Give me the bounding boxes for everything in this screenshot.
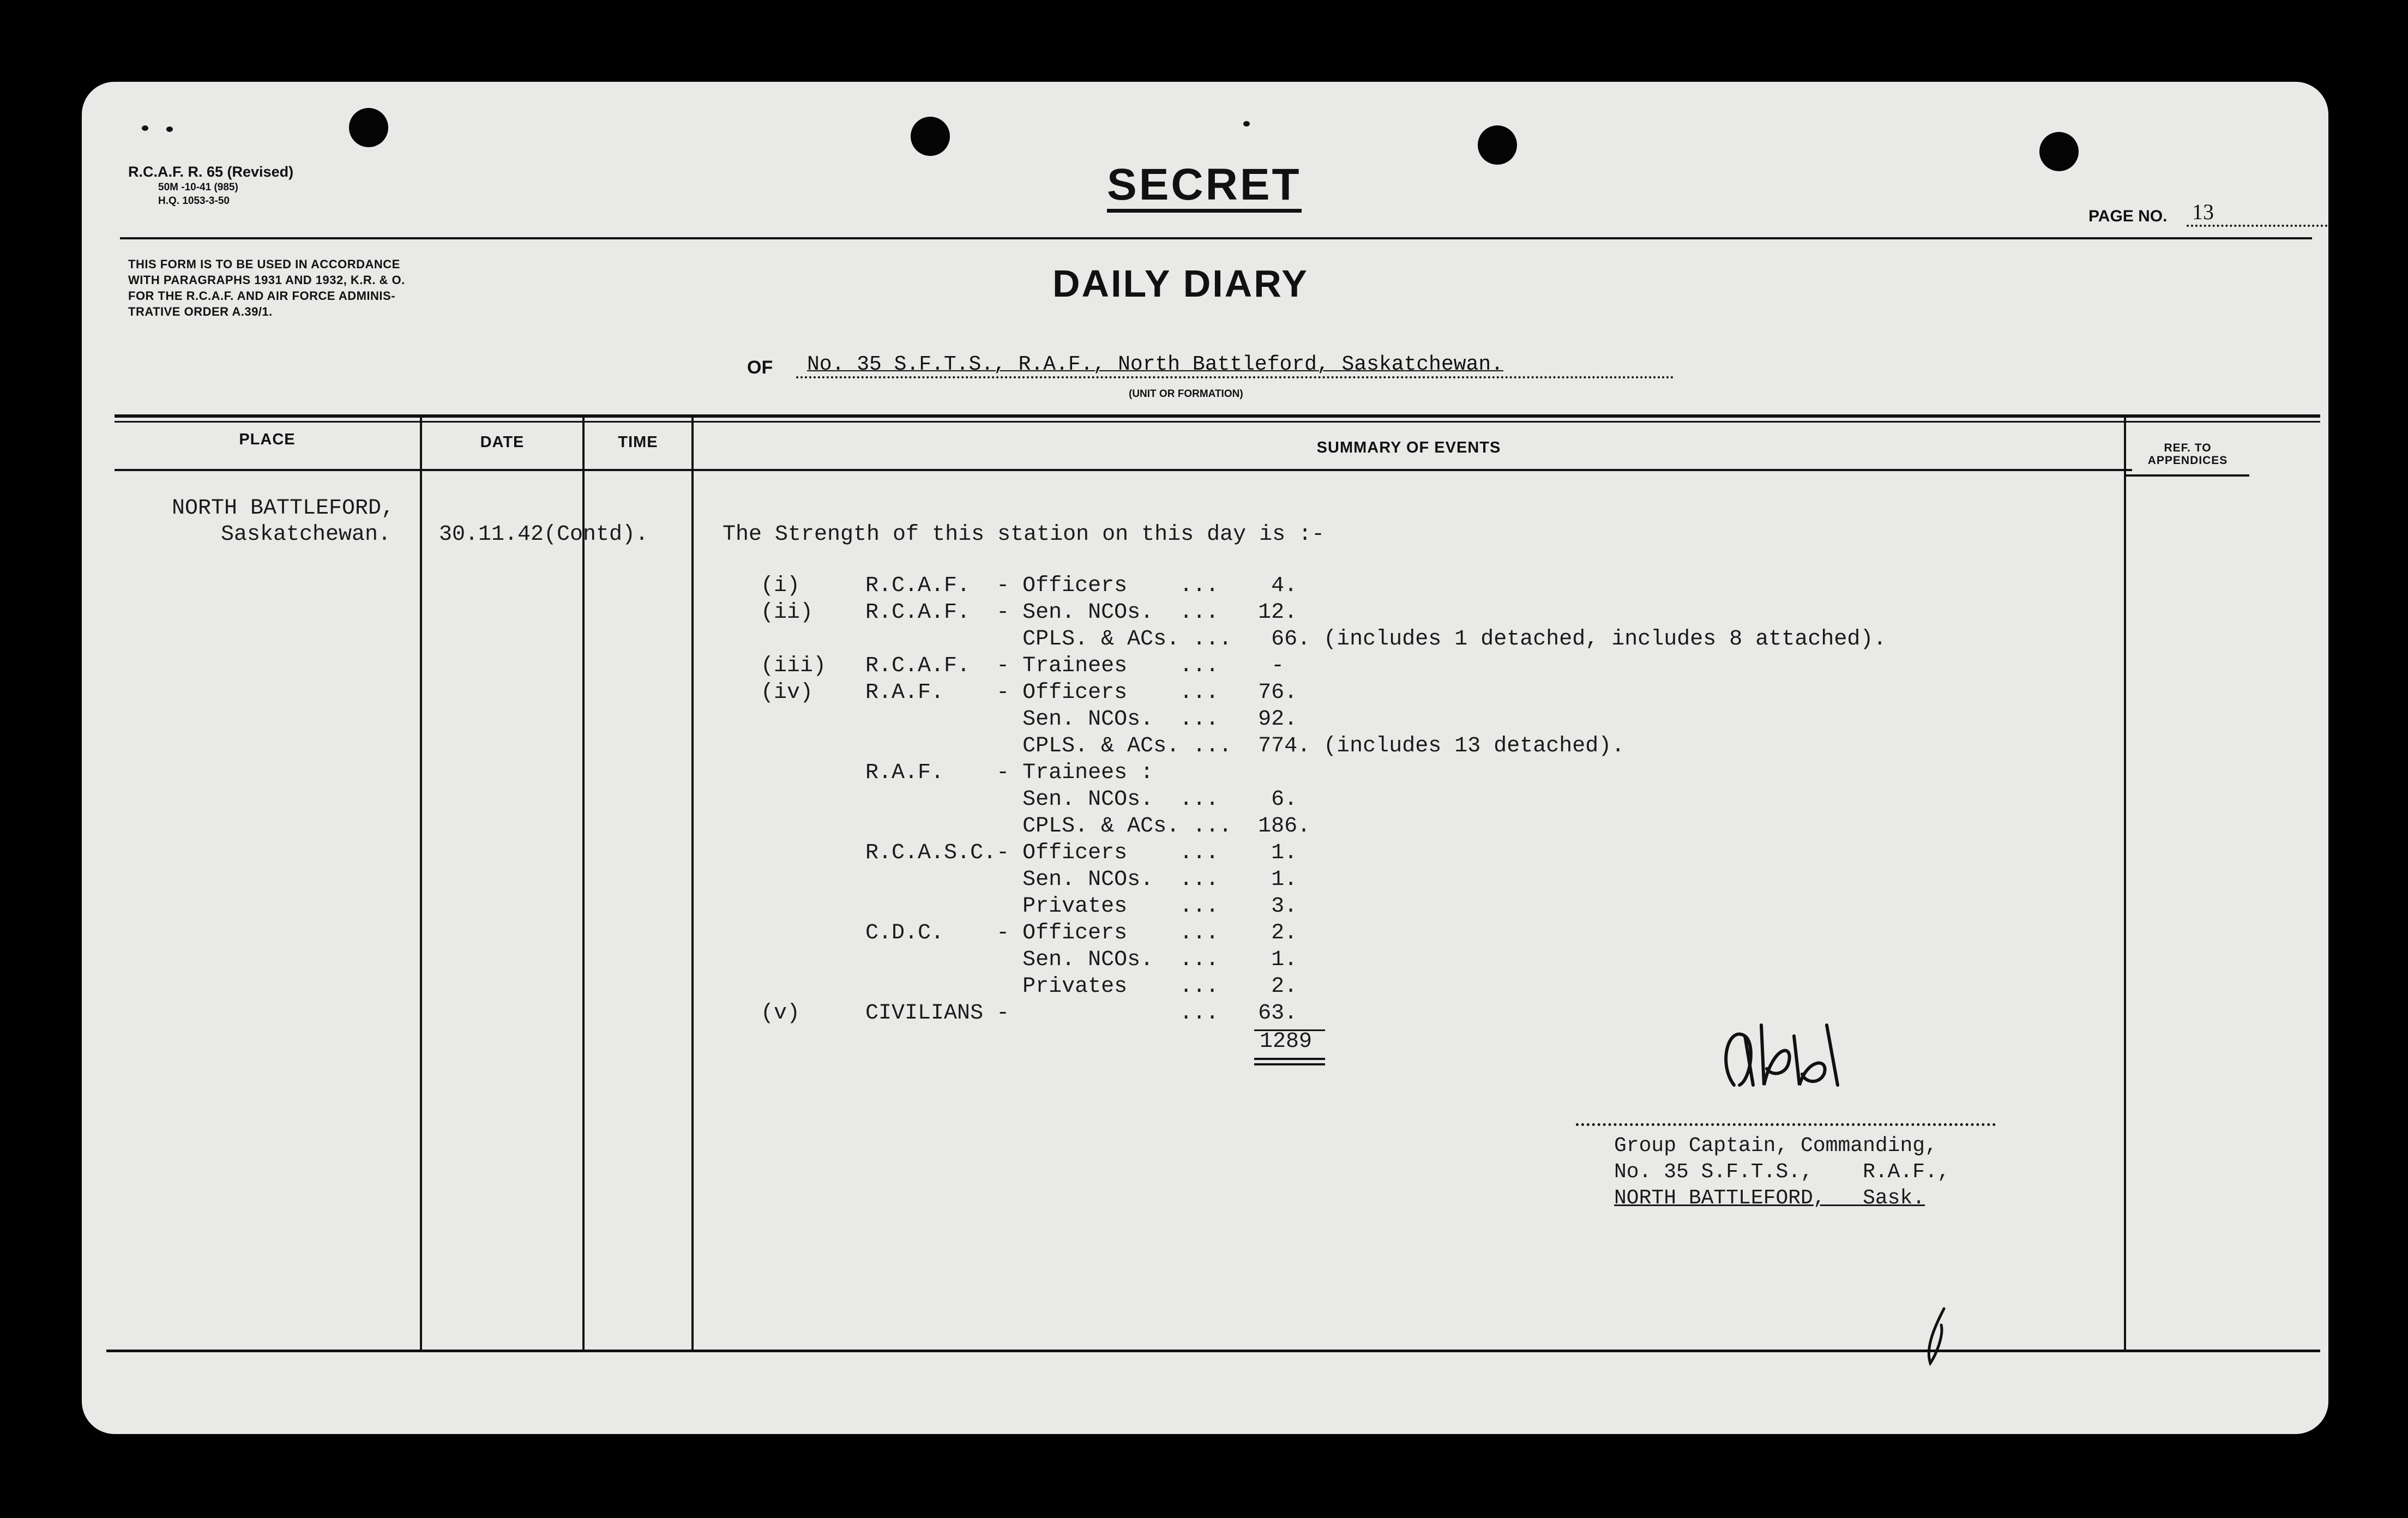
initial-mark [1919,1303,1958,1369]
unit-caption: (UNIT OR FORMATION) [1129,388,1243,400]
strength-row: Privates ... 3. [761,894,1298,919]
table-bottom-rule [106,1350,2320,1352]
strength-row: (i) R.C.A.F. - Officers ... 4. [761,574,1298,598]
column-divider [582,417,585,1350]
strength-row: Sen. NCOs. ... 6. [761,787,1298,812]
note-line: TRATIVE ORDER A.39/1. [128,305,273,318]
unit-rule [796,376,1674,378]
strength-row: C.D.C. - Officers ... 2. [761,921,1298,945]
column-header-summary: SUMMARY OF EVENTS [1316,439,1501,456]
strength-row: CPLS. & ACs. ... 186. [761,814,1311,839]
strength-row: Privates ... 2. [761,974,1298,999]
speck [1243,121,1250,126]
punch-hole [911,117,950,156]
entry-date: 30.11.42(Contd). [439,522,649,547]
total-rule-double [1254,1063,1325,1065]
strength-table [761,573,1886,1027]
speck [142,125,148,131]
punch-hole [1478,125,1517,165]
ref-header-line: APPENDICES [2147,454,2228,467]
ref-header-line: REF. TO [2164,442,2212,454]
strength-row: CPLS. & ACs. ... 66. (includes 1 detached, includes 8 attached). [761,627,1887,652]
page-number-rule [2187,225,2328,227]
strength-row: Sen. NCOs. ... 92. [761,707,1298,732]
strength-row: Sen. NCOs. ... 1. [761,868,1298,892]
strength-row: R.C.A.S.C.- Officers ... 1. [761,841,1298,865]
punch-hole [2039,132,2079,171]
diary-form-card [82,82,2328,1434]
signature-rule [1576,1123,1996,1126]
note-line: FOR THE R.C.A.F. AND AIR FORCE ADMINIS- [128,289,396,303]
strength-row: (iv) R.A.F. - Officers ... 76. [761,680,1298,705]
signature-title-1: Group Captain, Commanding, [1614,1134,1937,1158]
classification-heading: SECRET [1107,161,1302,213]
strength-row: Sen. NCOs. ... 1. [761,948,1298,972]
summary-intro: The Strength of this station on this day is :- [723,522,1325,547]
unit-value: No. 35 S.F.T.S., R.A.F., North Battleford, Saskatchewan. [807,353,1504,376]
total-rule-double [1254,1058,1325,1060]
strength-row: CPLS. & ACs. ... 774. (includes 13 detached). [761,734,1625,758]
signature-title-3: NORTH BATTLEFORD, Sask. [1614,1186,1925,1210]
punch-hole [349,108,388,147]
print-code-1: 50M -10-41 (985) [158,182,238,193]
column-header-place: PLACE [239,431,296,448]
strength-row: (ii) R.C.A.F. - Sen. NCOs. ... 12. [761,600,1298,625]
column-divider [2124,417,2126,1350]
place-line-1: NORTH BATTLEFORD, [172,496,395,521]
signature-title-2: No. 35 S.F.T.S., R.A.F., [1614,1160,1950,1184]
place-line-2: Saskatchewan. [221,522,392,547]
strength-row: (v) CIVILIANS - ... 63. [761,1001,1298,1026]
page-number-label: PAGE NO. [2088,207,2168,225]
column-divider [691,417,694,1350]
print-code-2: H.Q. 1053-3-50 [158,195,230,207]
strength-row: (iii) R.C.A.F. - Trainees ... - [761,654,1285,678]
column-header-rule [115,469,2132,471]
strength-row: R.A.F. - Trainees : [761,761,1154,785]
note-line: WITH PARAGRAPHS 1931 AND 1932, K.R. & O. [128,273,405,287]
column-header-ref [2126,442,2249,467]
page-number-value: 13 [2192,200,2214,224]
signature [1712,1003,1876,1112]
unit-of-label: OF [747,357,773,378]
form-number: R.C.A.F. R. 65 (Revised) [128,164,294,180]
speck [166,126,173,132]
ref-header-rule [2124,474,2249,477]
table-top-rule [115,414,2320,418]
column-header-time: TIME [618,433,658,451]
form-title: DAILY DIARY [1052,262,1309,305]
form-usage-note [128,256,405,320]
column-divider [420,417,422,1350]
header-rule [120,237,2312,239]
column-header-date: DATE [480,433,525,451]
note-line: THIS FORM IS TO BE USED IN ACCORDANCE [128,257,400,271]
strength-total: 1289 [1260,1029,1313,1054]
table-top-rule-2 [115,421,2320,423]
